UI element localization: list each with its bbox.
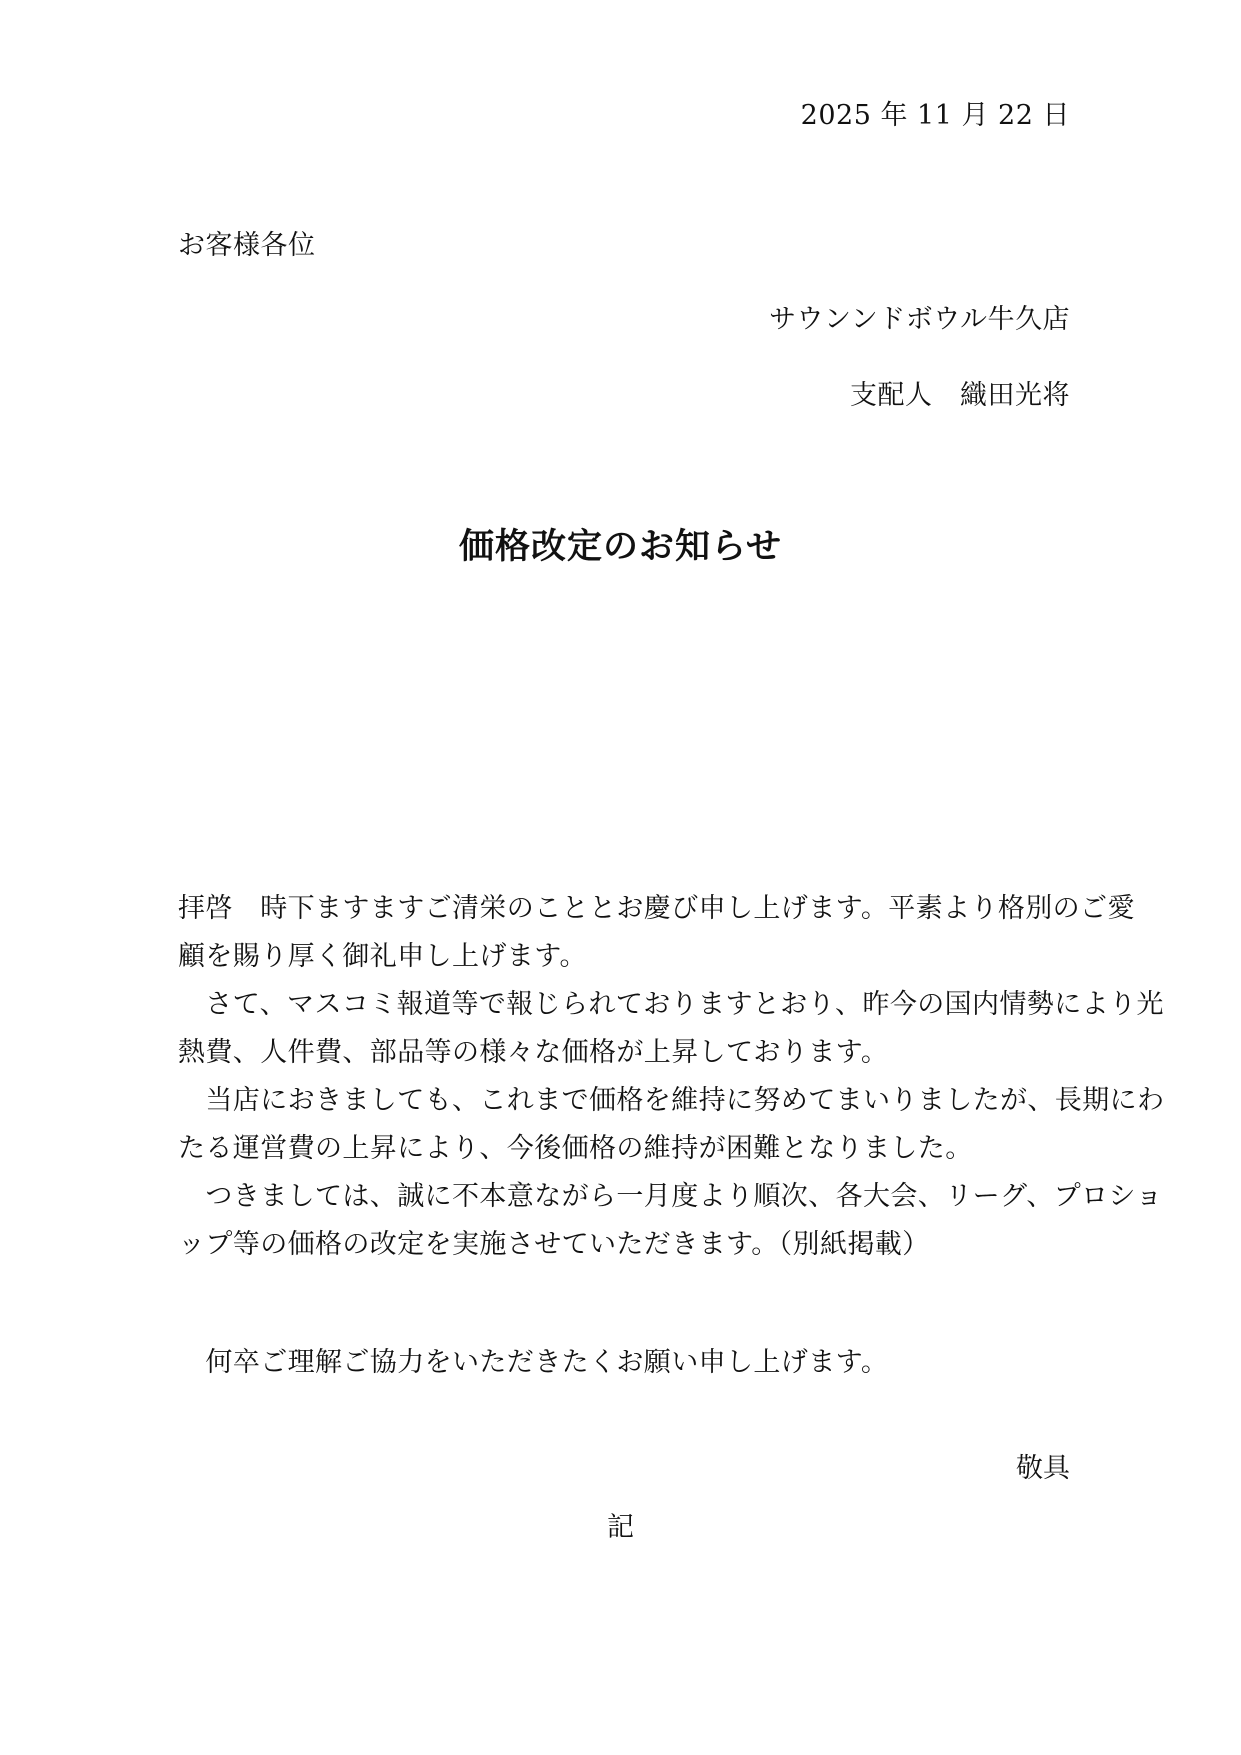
sender-name: 支配人 織田光将 — [850, 380, 1070, 411]
letter-date: 2025 年 11 月 22 日 — [800, 100, 1070, 131]
body-line: 熱費、人件費、部品等の様々な価格が上昇しております。 — [178, 1037, 889, 1068]
body-line: 拝啓 時下ますますご清栄のこととお慶び申し上げます。平素より格別のご愛 — [178, 893, 1135, 924]
closing-request: 何卒ご理解ご協力をいただきたくお願い申し上げます。 — [178, 1347, 889, 1378]
letter-body — [178, 885, 1165, 1269]
recipient: お客様各位 — [178, 230, 316, 261]
body-line: 顧を賜り厚く御礼申し上げます。 — [178, 941, 587, 972]
body-line: ップ等の価格の改定を実施させていただきます。（別紙掲載） — [178, 1229, 930, 1260]
body-line: たる運営費の上昇により、今後価格の維持が困難となりました。 — [178, 1133, 973, 1164]
body-line: つきましては、誠に不本意ながら一月度より順次、各大会、リーグ、プロショ — [178, 1181, 1163, 1212]
sender-company: サウンンドボウル牛久店 — [768, 304, 1070, 335]
body-line: さて、マスコミ報道等で報じられておりますとおり、昨今の国内情勢により光 — [178, 989, 1164, 1020]
body-line: 当店におきましても、これまで価格を維持に努めてまいりましたが、長期にわ — [178, 1085, 1165, 1116]
closing-keigu: 敬具 — [1016, 1453, 1070, 1484]
ki-heading: 記 — [607, 1512, 634, 1543]
document-title: 価格改定のお知らせ — [459, 527, 782, 567]
